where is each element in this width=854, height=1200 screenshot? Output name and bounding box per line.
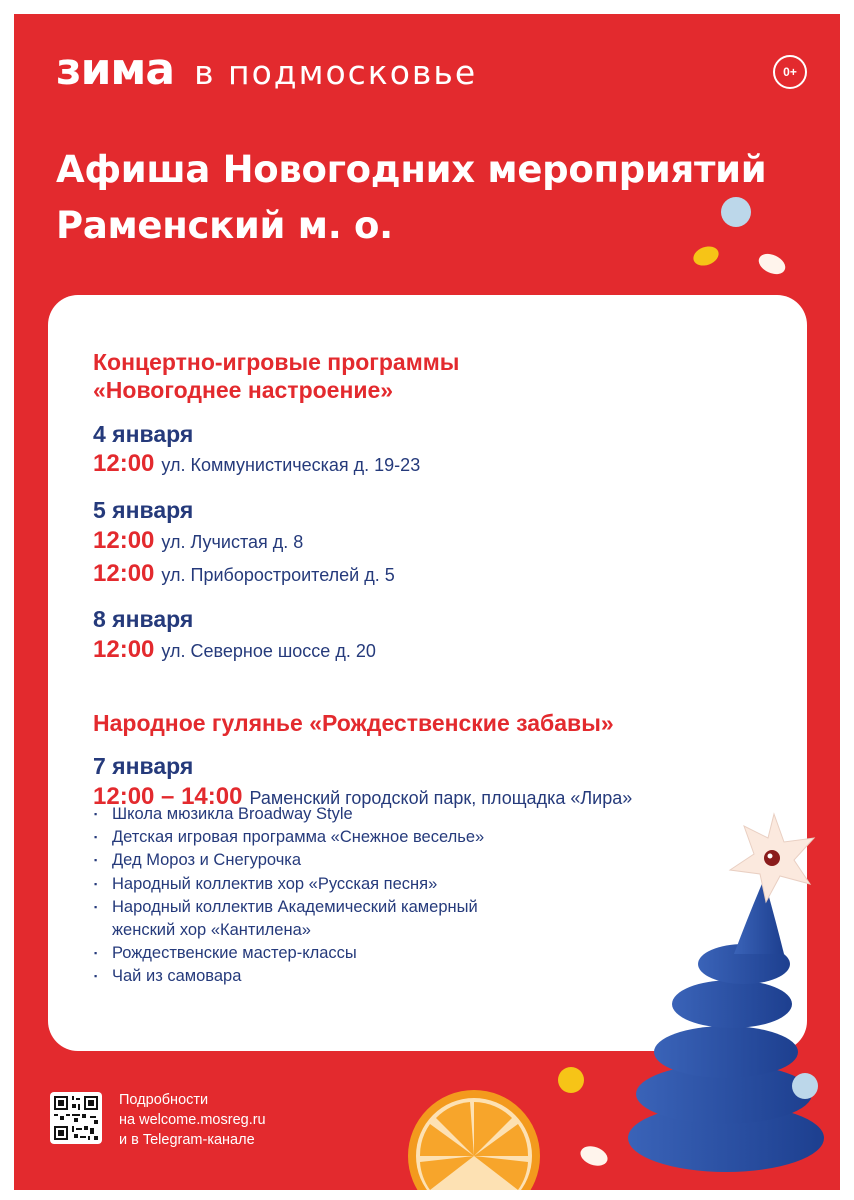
- event-place: Раменский городской парк, площадка «Лира»: [249, 788, 633, 808]
- program-item: ▪ Детская игровая программа «Снежное веселье»: [92, 826, 484, 849]
- footer-info: [119, 1090, 266, 1150]
- qr-code-icon: [50, 1092, 102, 1144]
- orange-slice-icon: [404, 1086, 544, 1190]
- page-title: [56, 142, 766, 254]
- program-item: ▪ Народный коллектив хор «Русская песня»: [92, 873, 484, 896]
- program-list: [92, 803, 484, 989]
- event-row: [93, 527, 303, 555]
- section-title-line: Концертно-игровые программы: [93, 349, 460, 375]
- event-address: ул. Приборостроителей д. 5: [161, 565, 395, 585]
- footer-link[interactable]: на welcome.mosreg.ru: [119, 1112, 266, 1128]
- event-address: ул. Лучистая д. 8: [161, 532, 304, 552]
- event-time: 12:00: [93, 560, 155, 587]
- event-date: 8 января: [93, 606, 194, 632]
- confetti-icon: [684, 190, 794, 290]
- section-title-line: «Новогоднее настроение»: [93, 377, 394, 403]
- brand-word: зима: [56, 44, 175, 95]
- event-date: 5 января: [93, 497, 194, 523]
- program-item: ▪ Чай из самовара: [92, 965, 484, 988]
- event-date: 4 января: [93, 421, 194, 447]
- event-date: 7 января: [93, 753, 194, 779]
- footer-line: Подробности: [119, 1092, 209, 1108]
- event-row: [93, 450, 420, 478]
- section-title: Народное гулянье «Рождественские забавы»: [93, 710, 614, 736]
- program-item: ▪ Дед Мороз и Снегурочка: [92, 849, 484, 872]
- event-time: 12:00: [93, 527, 155, 554]
- program-item-continuation: женский хор «Кантилена»: [112, 921, 311, 940]
- title-line-1: Афиша Новогодних мероприятий: [56, 148, 767, 191]
- program-item: ▪ Народный коллектив Академический камерный: [92, 896, 484, 919]
- section-title: [93, 348, 459, 404]
- confetti-icon: [549, 1064, 829, 1174]
- footer-line: и в Telegram-канале: [119, 1132, 255, 1148]
- event-time: 12:00 – 14:00: [93, 783, 243, 810]
- poster: [14, 14, 840, 1190]
- brand-logo: [56, 44, 477, 95]
- age-rating-badge: 0+: [773, 55, 807, 89]
- brand-subtitle: в подмосковье: [194, 53, 478, 92]
- event-address: ул. Северное шоссе д. 20: [161, 641, 376, 661]
- event-address: ул. Коммунистическая д. 19-23: [161, 455, 421, 475]
- event-time: 12:00: [93, 636, 155, 663]
- program-item: ▪ Школа мюзикла Broadway Style: [92, 803, 484, 826]
- event-row: [93, 560, 395, 588]
- event-row: [93, 636, 376, 664]
- program-item: ▪ Рождественские мастер-классы: [92, 942, 484, 965]
- title-line-2: Раменский м. о.: [56, 204, 393, 247]
- event-time: 12:00: [93, 450, 155, 477]
